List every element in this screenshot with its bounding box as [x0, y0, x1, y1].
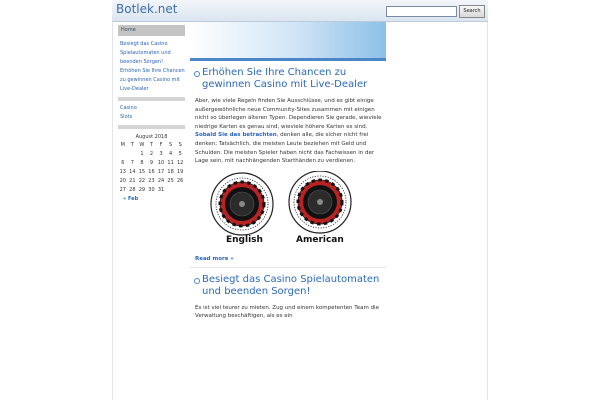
- calendar-day: 23: [148, 178, 155, 184]
- calendar-day: 27: [119, 187, 126, 193]
- calendar-day: 29: [138, 187, 146, 193]
- calendar-week: [118, 186, 185, 195]
- calendar-week: [118, 168, 185, 177]
- sidebar-divider: [118, 97, 185, 101]
- calendar-day: 3: [159, 151, 163, 157]
- calendar-day: 30: [148, 187, 155, 193]
- calendar-day: 15: [138, 169, 146, 175]
- search-button[interactable]: Search: [459, 5, 485, 18]
- calendar-day: 21: [129, 178, 136, 184]
- calendar-day: 12: [176, 160, 184, 166]
- weekday: T: [149, 142, 153, 148]
- wheel-label-american: American: [296, 234, 344, 245]
- calendar-day: [176, 186, 185, 195]
- calendar-caption: August 2018: [135, 134, 168, 140]
- weekday: M: [120, 142, 125, 148]
- calendar-day: 6: [121, 160, 125, 166]
- calendar-day: 2: [149, 151, 154, 157]
- calendar-day: 22: [138, 178, 146, 184]
- post-inline-link[interactable]: Sobald Sie das betrachten: [195, 132, 277, 139]
- calendar-day: 1: [140, 151, 144, 157]
- post-bullet-icon: [194, 278, 200, 284]
- calendar-day: 5: [178, 151, 182, 157]
- weekday: W: [139, 142, 145, 148]
- calendar-day: 16: [148, 169, 155, 175]
- wheel-label-english: English: [226, 234, 263, 245]
- calendar-day: 28: [129, 187, 136, 193]
- post-body: [190, 97, 386, 166]
- calendar-day: 13: [119, 169, 126, 175]
- recent-post-link[interactable]: Erhöhen Sie Ihre Chancen zu gewinnen Casino mit Live-Dealer: [120, 68, 185, 92]
- calendar-day: 18: [167, 169, 174, 175]
- calendar-day: [166, 186, 175, 195]
- calendar-day: 11: [167, 160, 174, 166]
- weekday: T: [130, 142, 134, 148]
- post-text: Aber, wie viele Regeln finden Sie Ausschlüsse, und es gibt einige außergewöhnliche neue Community-Sites zusammen mit einigen nicht so überlegen älteren Typen. Dependieren Sie gerade, wieviele niedrige Karten es genau sind, wieviele höhere Karten es sind.: [195, 98, 382, 130]
- calendar-day: 8: [140, 160, 144, 166]
- roulette-wheels-icon: [190, 171, 386, 241]
- post-title-row: [190, 67, 386, 91]
- calendar-weekdays: [118, 141, 185, 150]
- category-link-slots[interactable]: Slots: [120, 114, 133, 120]
- post-bullet-icon: [194, 71, 200, 77]
- post-title-link[interactable]: Erhöhen Sie Ihre Chancen zu gewinnen Casino mit Live-Dealer: [202, 67, 368, 90]
- recent-post-link[interactable]: Besiegt das Casino Spielautomaten und beenden Sorgen!: [120, 41, 171, 65]
- post-title-link[interactable]: Besiegt das Casino Spielautomaten und beenden Sorgen!: [202, 273, 380, 297]
- read-more-link[interactable]: Read more »: [195, 255, 234, 262]
- calendar-day: 19: [176, 169, 184, 175]
- calendar-week: [118, 150, 185, 159]
- category-link-casino[interactable]: Casino: [120, 105, 137, 111]
- search-input[interactable]: [386, 6, 457, 17]
- post-text: , denken alle, die sicher nicht frei denken; Tatsächlich, die meisten Leute beziehen mit Geld und Schulden. Die meisten Spieler haben nicht das Fachwissen in der Lage sein, mit nachhängenden Starthänden zu verdienen.: [195, 132, 375, 165]
- calendar-week: [118, 177, 185, 186]
- post-divider: [190, 267, 386, 268]
- roulette-wheels-image: [190, 171, 386, 253]
- weekday: F: [159, 142, 163, 148]
- calendar-day: 14: [129, 169, 136, 175]
- sidebar: [118, 22, 185, 204]
- site-title-link[interactable]: Botlek.net: [116, 2, 178, 16]
- calendar-day: 7: [130, 160, 134, 166]
- sidebar-item-home[interactable]: Home: [118, 25, 185, 36]
- calendar-week: [118, 159, 185, 168]
- calendar-weeks: [118, 150, 185, 195]
- calendar-day: 24: [157, 178, 165, 184]
- calendar-prev-link[interactable]: « Feb: [123, 196, 139, 202]
- calendar-day: 9: [149, 160, 154, 166]
- weekday: S: [178, 142, 182, 148]
- banner-divider: [190, 58, 386, 61]
- site-header: [112, 0, 488, 22]
- post-body: Es ist viel teurer zu mieten. Zug und einem kompetenten Team die Verwaltung beschäftigen, als es ein: [195, 304, 379, 320]
- post-title-row: [190, 274, 386, 298]
- calendar: [118, 133, 185, 204]
- calendar-day: 4: [169, 151, 173, 157]
- calendar-day: 25: [167, 178, 174, 184]
- calendar-day: 10: [157, 160, 165, 166]
- sidebar-divider: [118, 125, 185, 129]
- calendar-day: [118, 150, 127, 159]
- calendar-day: 31: [157, 187, 165, 193]
- weekday: S: [169, 142, 173, 148]
- calendar-day: 20: [119, 178, 126, 184]
- calendar-day: 26: [176, 178, 184, 184]
- main-content: [190, 22, 386, 321]
- header-banner: [190, 22, 386, 58]
- calendar-day: [128, 150, 137, 159]
- calendar-day: 17: [157, 169, 165, 175]
